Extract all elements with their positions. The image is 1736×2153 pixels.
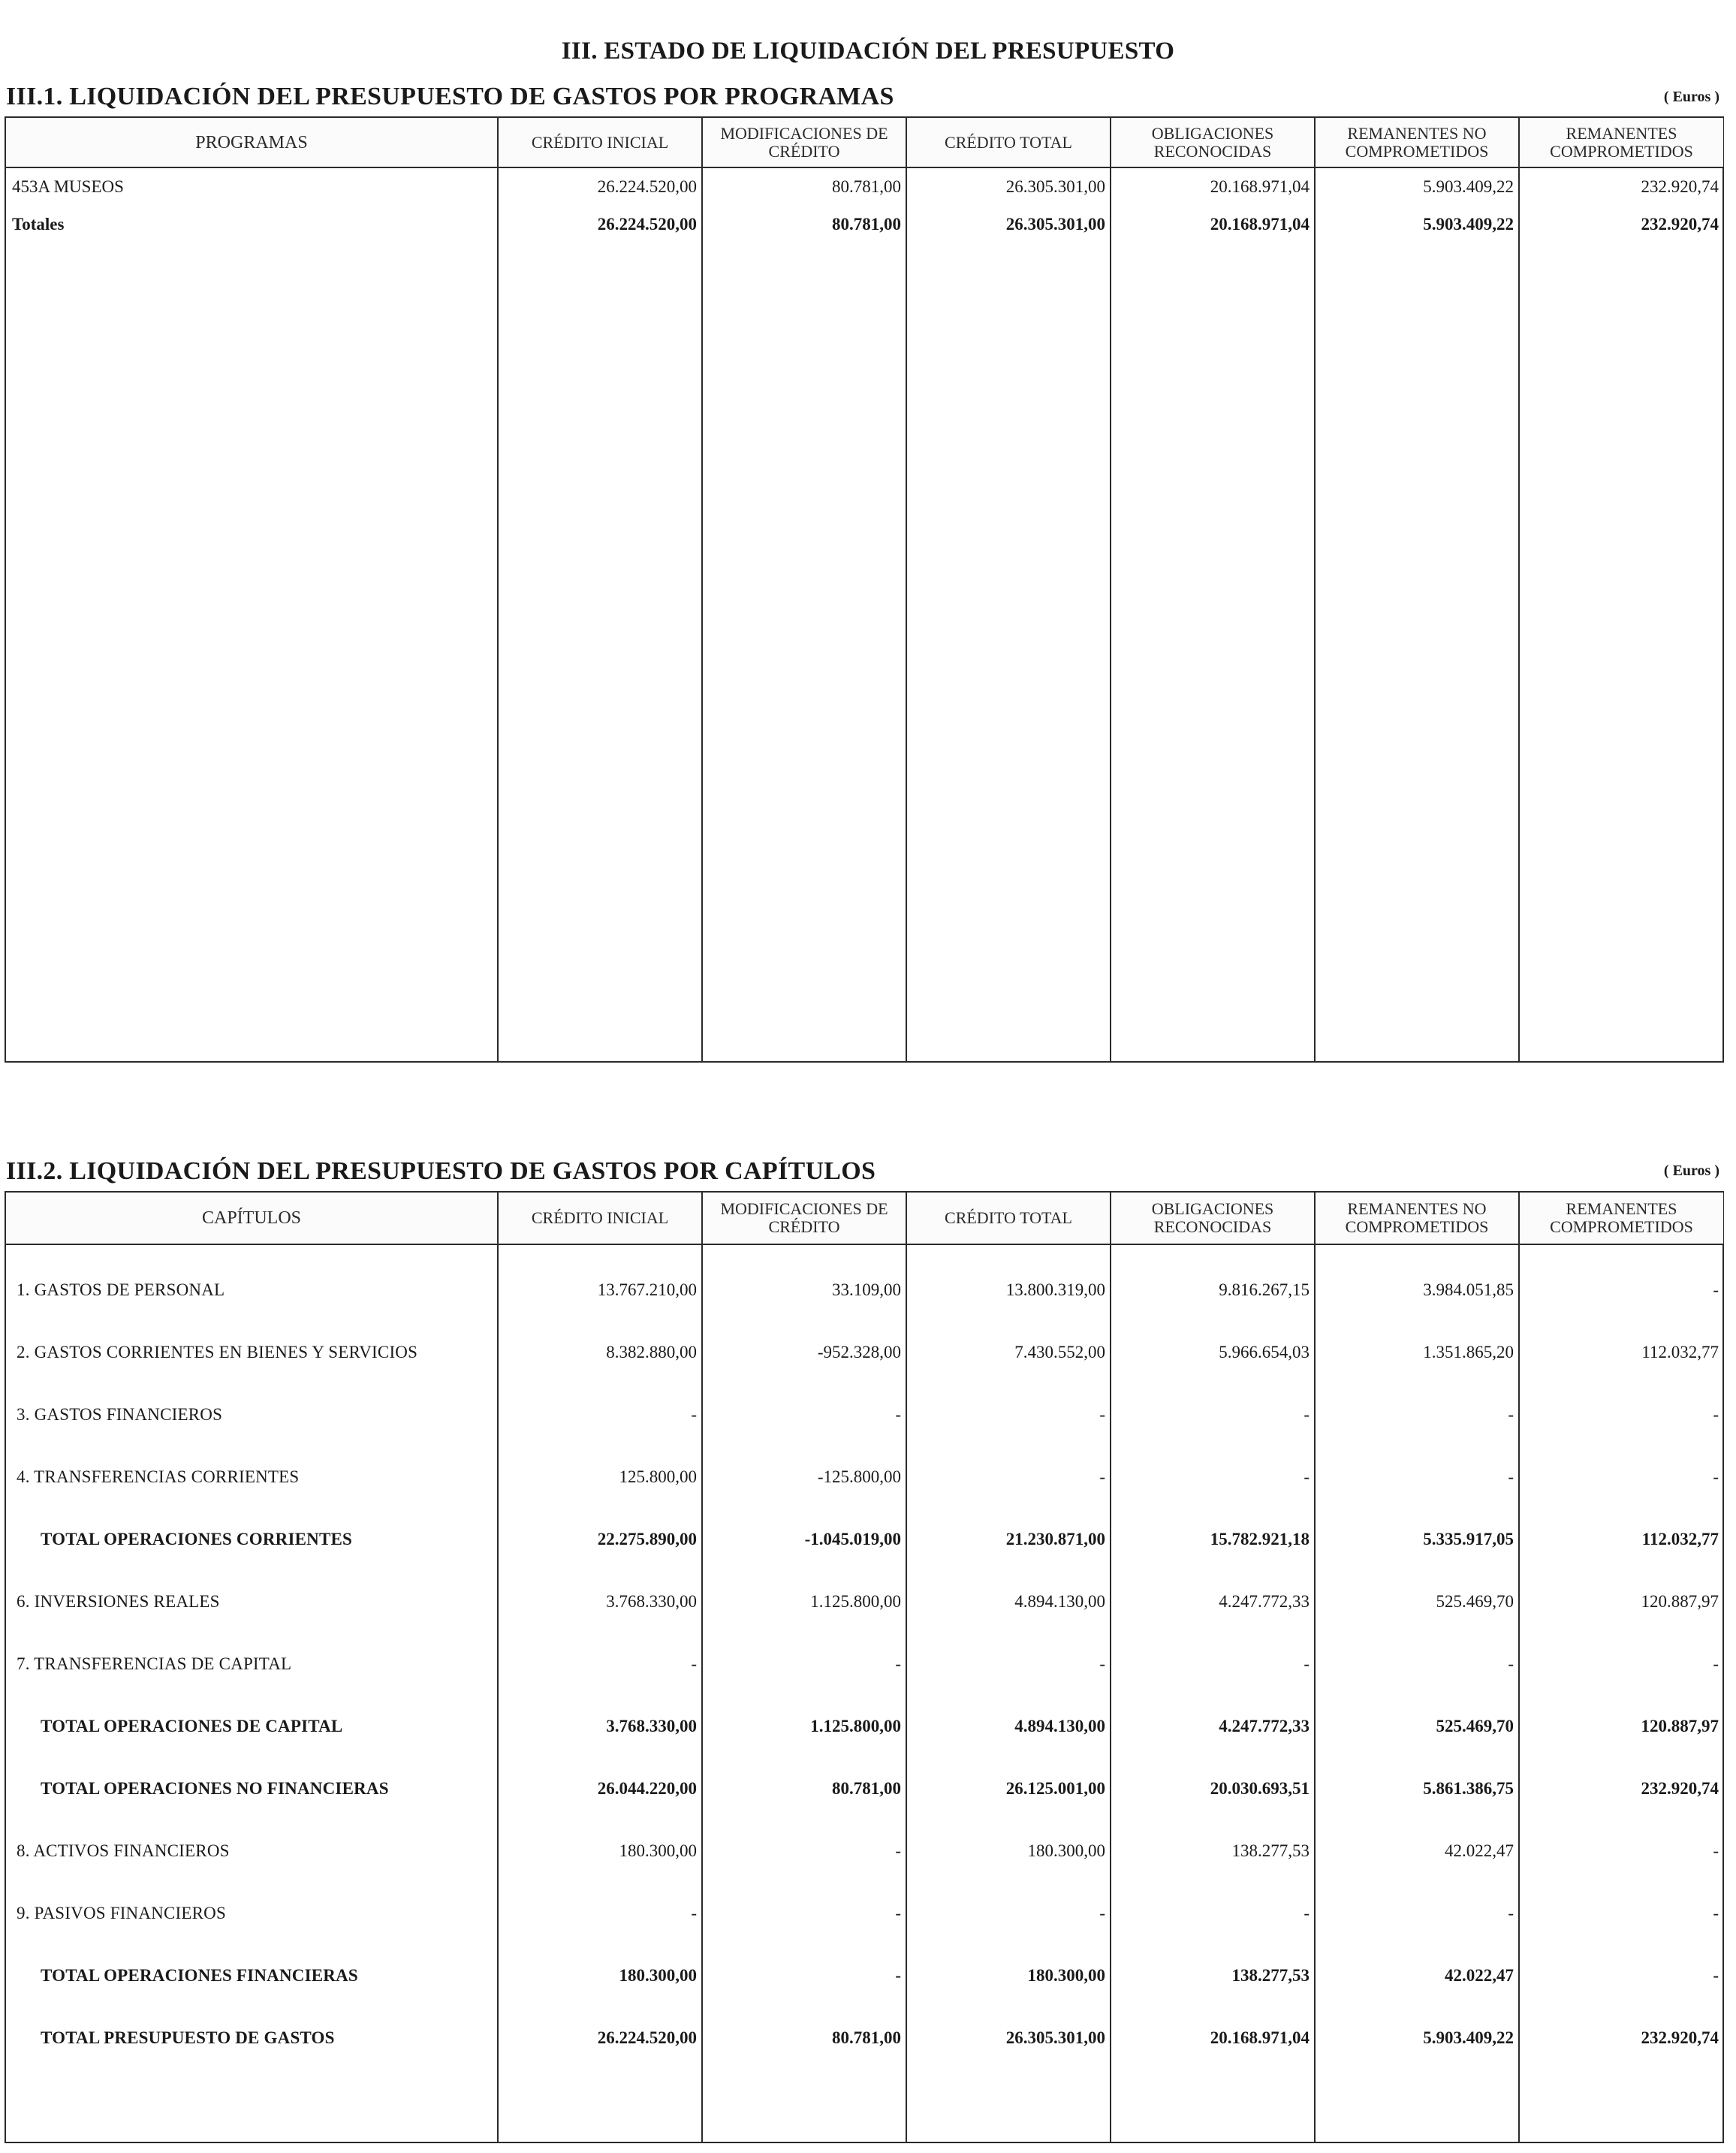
- cell-remanentes-no: 5.861.386,75: [1315, 1757, 1519, 1820]
- cell-remanentes-no: -: [1315, 1882, 1519, 1944]
- cell-credito-inicial: -: [498, 1633, 702, 1695]
- cell-credito-inicial: 180.300,00: [498, 1944, 702, 2007]
- programas-header-remanentes-no: REMANENTES NO COMPROMETIDOS: [1315, 118, 1519, 167]
- cell-credito-inicial: -: [498, 1383, 702, 1446]
- total-remanentes-no: 5.903.409,22: [1315, 206, 1519, 243]
- cell-credito-total: 21.230.871,00: [906, 1508, 1111, 1570]
- cell-credito-inicial: 8.382.880,00: [498, 1321, 702, 1383]
- cell-remanentes: -: [1713, 1654, 1719, 1673]
- capitulos-header-remanentes: REMANENTES COMPROMETIDOS: [1519, 1193, 1723, 1244]
- cell-remanentes-no: 5.903.409,22: [1315, 167, 1519, 206]
- cell-credito-total: 180.300,00: [906, 1944, 1111, 2007]
- cell-modificaciones: -: [702, 1882, 906, 1944]
- capitulos-header-modificaciones: MODIFICACIONES DE CRÉDITO: [702, 1193, 906, 1244]
- cell-credito-total: 4.894.130,00: [906, 1695, 1111, 1757]
- cell-remanentes: -: [1713, 1965, 1719, 1985]
- cell-obligaciones: 9.816.267,15: [1111, 1259, 1315, 1321]
- cell-obligaciones: 138.277,53: [1111, 1944, 1315, 2007]
- capitulos-header-credito-total: CRÉDITO TOTAL: [906, 1193, 1111, 1244]
- cell-obligaciones: 20.168.971,04: [1111, 2007, 1315, 2069]
- total-credito-inicial: 26.224.520,00: [498, 206, 702, 243]
- cell-credito-total: -: [906, 1446, 1111, 1508]
- row-label: TOTAL OPERACIONES NO FINANCIERAS: [6, 1757, 498, 1820]
- programas-header-modificaciones: MODIFICACIONES DE CRÉDITO: [702, 118, 906, 167]
- cell-obligaciones: 20.168.971,04: [1111, 167, 1315, 206]
- cell-credito-inicial: 22.275.890,00: [498, 1508, 702, 1570]
- cell-credito-inicial: -: [498, 1882, 702, 1944]
- cell-obligaciones: -: [1111, 1383, 1315, 1446]
- capitulos-units-label: ( Euros ): [1663, 1162, 1719, 1179]
- total-remanentes: 232.920,74: [1641, 215, 1719, 234]
- capitulos-header-obligaciones: OBLIGACIONES RECONOCIDAS: [1111, 1193, 1315, 1244]
- row-label: 3. GASTOS FINANCIEROS: [6, 1383, 498, 1446]
- capitulos-header-remanentes-no: REMANENTES NO COMPROMETIDOS: [1315, 1193, 1519, 1244]
- page-title: III. ESTADO DE LIQUIDACIÓN DEL PRESUPUESTO: [561, 38, 1175, 65]
- capitulos-header-capitulos: CAPÍTULOS: [6, 1193, 498, 1244]
- total-row: [6, 1508, 1723, 1570]
- total-row: [6, 1695, 1723, 1757]
- cell-credito-inicial: 3.768.330,00: [498, 1695, 702, 1757]
- cell-remanentes: -: [1713, 1280, 1719, 1299]
- row-label: 1. GASTOS DE PERSONAL: [6, 1259, 498, 1321]
- cell-credito-inicial: 26.224.520,00: [498, 167, 702, 206]
- programas-units-label: ( Euros ): [1663, 89, 1719, 105]
- totals-row: [6, 206, 1723, 243]
- cell-credito-total: 7.430.552,00: [906, 1321, 1111, 1383]
- cell-remanentes-no: 5.335.917,05: [1315, 1508, 1519, 1570]
- table-row: [6, 1259, 1723, 1321]
- cell-remanentes: -: [1713, 1404, 1719, 1424]
- capitulos-header-credito-inicial: CRÉDITO INICIAL: [498, 1193, 702, 1244]
- cell-modificaciones: 1.125.800,00: [702, 1695, 906, 1757]
- cell-modificaciones: -: [702, 1383, 906, 1446]
- totals-label: Totales: [6, 206, 498, 243]
- cell-credito-inicial: 26.224.520,00: [498, 2007, 702, 2069]
- cell-remanentes: -: [1713, 1467, 1719, 1486]
- cell-obligaciones: 4.247.772,33: [1111, 1570, 1315, 1633]
- cell-remanentes: -: [1713, 1903, 1719, 1922]
- cell-remanentes: 112.032,77: [1641, 1342, 1719, 1361]
- programas-header-credito-total: CRÉDITO TOTAL: [906, 118, 1111, 167]
- cell-credito-total: 26.305.301,00: [906, 2007, 1111, 2069]
- cell-remanentes-no: 3.984.051,85: [1315, 1259, 1519, 1321]
- cell-credito-total: 26.125.001,00: [906, 1757, 1111, 1820]
- row-label: TOTAL OPERACIONES CORRIENTES: [6, 1508, 498, 1570]
- cell-remanentes-no: 42.022,47: [1315, 1944, 1519, 2007]
- cell-credito-inicial: 180.300,00: [498, 1820, 702, 1882]
- total-row: [6, 1944, 1723, 2007]
- cell-modificaciones: 80.781,00: [702, 2007, 906, 2069]
- programas-table-frame: [5, 116, 1724, 1063]
- capitulos-table-frame: [5, 1191, 1724, 2143]
- table-row: [6, 1820, 1723, 1882]
- row-label: TOTAL PRESUPUESTO DE GASTOS: [6, 2007, 498, 2069]
- capitulos-table: [6, 1193, 1723, 2142]
- cell-modificaciones: -952.328,00: [702, 1321, 906, 1383]
- cell-modificaciones: 80.781,00: [702, 1757, 906, 1820]
- cell-remanentes-no: 525.469,70: [1315, 1695, 1519, 1757]
- cell-credito-inicial: 3.768.330,00: [498, 1570, 702, 1633]
- cell-modificaciones: -: [702, 1944, 906, 2007]
- cell-modificaciones: -1.045.019,00: [702, 1508, 906, 1570]
- total-obligaciones: 20.168.971,04: [1111, 206, 1315, 243]
- cell-credito-total: -: [906, 1882, 1111, 1944]
- table-row: [6, 1570, 1723, 1633]
- cell-obligaciones: -: [1111, 1446, 1315, 1508]
- cell-modificaciones: -125.800,00: [702, 1446, 906, 1508]
- table-row: [6, 1446, 1723, 1508]
- capitulos-section-title: III.2. LIQUIDACIÓN DEL PRESUPUESTO DE GASTOS POR CAPÍTULOS: [6, 1157, 876, 1185]
- cell-remanentes-no: -: [1315, 1446, 1519, 1508]
- cell-modificaciones: 1.125.800,00: [702, 1570, 906, 1633]
- table-row: [6, 1633, 1723, 1695]
- empty-fill-row: [6, 2069, 1723, 2142]
- cell-obligaciones: 15.782.921,18: [1111, 1508, 1315, 1570]
- cell-credito-inicial: 26.044.220,00: [498, 1757, 702, 1820]
- total-row: [6, 2007, 1723, 2069]
- cell-remanentes: -: [1713, 1841, 1719, 1860]
- cell-credito-inicial: 125.800,00: [498, 1446, 702, 1508]
- programas-header-obligaciones: OBLIGACIONES RECONOCIDAS: [1111, 118, 1315, 167]
- programas-header-remanentes: REMANENTES COMPROMETIDOS: [1519, 118, 1723, 167]
- table-row: [6, 1882, 1723, 1944]
- cell-credito-inicial: 13.767.210,00: [498, 1259, 702, 1321]
- row-label: 7. TRANSFERENCIAS DE CAPITAL: [6, 1633, 498, 1695]
- cell-obligaciones: -: [1111, 1633, 1315, 1695]
- cell-remanentes-no: 42.022,47: [1315, 1820, 1519, 1882]
- cell-credito-total: 180.300,00: [906, 1820, 1111, 1882]
- row-label: 8. ACTIVOS FINANCIEROS: [6, 1820, 498, 1882]
- total-credito-total: 26.305.301,00: [906, 206, 1111, 243]
- row-label: TOTAL OPERACIONES DE CAPITAL: [6, 1695, 498, 1757]
- cell-credito-total: 26.305.301,00: [906, 167, 1111, 206]
- cell-remanentes: 120.887,97: [1641, 1591, 1719, 1611]
- cell-remanentes: 112.032,77: [1641, 1529, 1719, 1548]
- row-label: 4. TRANSFERENCIAS CORRIENTES: [6, 1446, 498, 1508]
- cell-obligaciones: 4.247.772,33: [1111, 1695, 1315, 1757]
- cell-obligaciones: -: [1111, 1882, 1315, 1944]
- cell-remanentes-no: -: [1315, 1633, 1519, 1695]
- empty-fill-row: [6, 243, 1723, 1061]
- row-label: 9. PASIVOS FINANCIEROS: [6, 1882, 498, 1944]
- cell-remanentes-no: 5.903.409,22: [1315, 2007, 1519, 2069]
- cell-remanentes: 232.920,74: [1641, 177, 1719, 196]
- table-row: [6, 1383, 1723, 1446]
- programas-section-title: III.1. LIQUIDACIÓN DEL PRESUPUESTO DE GASTOS POR PROGRAMAS: [6, 83, 894, 110]
- cell-credito-total: 4.894.130,00: [906, 1570, 1111, 1633]
- programas-table: [6, 118, 1723, 1061]
- cell-modificaciones: -: [702, 1633, 906, 1695]
- cell-remanentes: 120.887,97: [1641, 1716, 1719, 1735]
- cell-credito-total: 13.800.319,00: [906, 1259, 1111, 1321]
- cell-modificaciones: 33.109,00: [702, 1259, 906, 1321]
- cell-remanentes-no: -: [1315, 1383, 1519, 1446]
- cell-obligaciones: 20.030.693,51: [1111, 1757, 1315, 1820]
- total-modificaciones: 80.781,00: [702, 206, 906, 243]
- cell-modificaciones: 80.781,00: [702, 167, 906, 206]
- cell-remanentes: 232.920,74: [1641, 1778, 1719, 1798]
- cell-remanentes-no: 1.351.865,20: [1315, 1321, 1519, 1383]
- cell-remanentes: 232.920,74: [1641, 2028, 1719, 2047]
- row-label: 6. INVERSIONES REALES: [6, 1570, 498, 1633]
- row-label: 453A MUSEOS: [6, 167, 498, 206]
- cell-remanentes-no: 525.469,70: [1315, 1570, 1519, 1633]
- cell-credito-total: -: [906, 1383, 1111, 1446]
- cell-obligaciones: 5.966.654,03: [1111, 1321, 1315, 1383]
- table-row: [6, 1321, 1723, 1383]
- total-row: [6, 1757, 1723, 1820]
- table-row: [6, 167, 1723, 206]
- cell-obligaciones: 138.277,53: [1111, 1820, 1315, 1882]
- cell-modificaciones: -: [702, 1820, 906, 1882]
- row-label: 2. GASTOS CORRIENTES EN BIENES Y SERVICIOS: [6, 1321, 498, 1383]
- row-label: TOTAL OPERACIONES FINANCIERAS: [6, 1944, 498, 2007]
- cell-credito-total: -: [906, 1633, 1111, 1695]
- programas-header-programas: PROGRAMAS: [6, 118, 498, 167]
- programas-header-credito-inicial: CRÉDITO INICIAL: [498, 118, 702, 167]
